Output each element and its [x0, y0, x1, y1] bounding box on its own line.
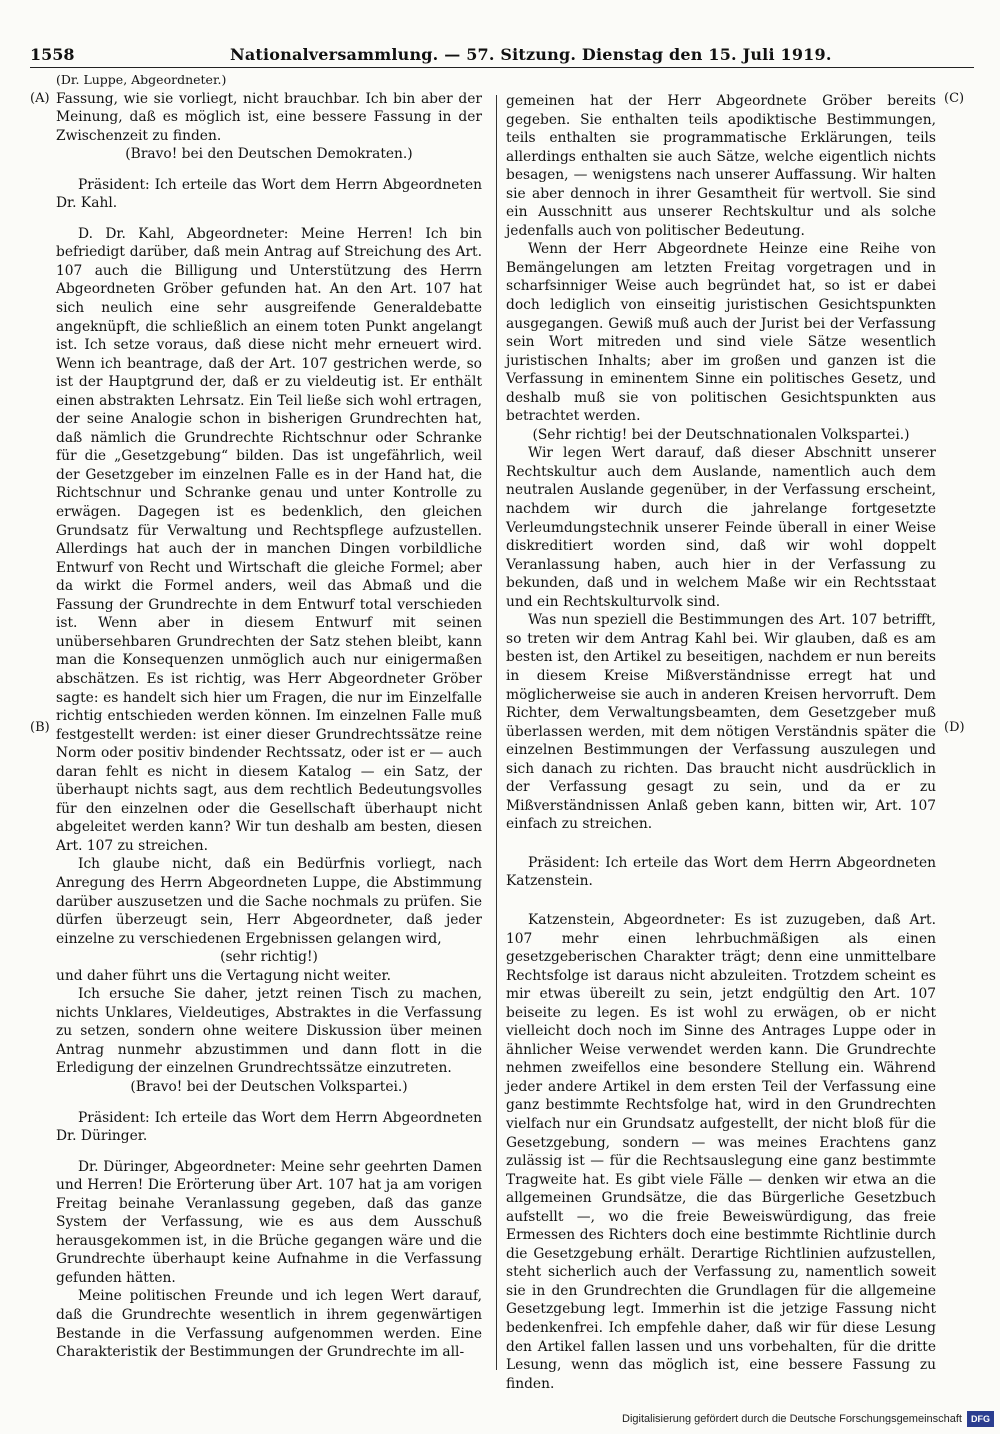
paragraph: Ich glaube nicht, daß ein Bedürfnis vorliegt, nach Anregung des Herrn Abgeordneten Luppe, die Abstimmung darüber auszusetzen und die Sache nochmals zu prüfen. Sie dürfen überzeugt sein, Herr Abgeordneter, daß jeder einzelne zu verschiedenen Ergebnissen gelangen wird, — [56, 856, 482, 947]
paragraph: Ich ersuche Sie daher, jetzt reinen Tisch zu machen, nichts Unklares, Vieldeutiges, Abstraktes in die Verfassung zu setzen, sondern ohne weitere Diskussion über meinen Antrag nunmehr abzustimmen und dann flott in die Erledigung der einzelnen Grundrechtssätze einzutreten. — [56, 986, 482, 1077]
header-rule — [30, 67, 974, 68]
margin-mark-b: (B) — [30, 720, 50, 735]
left-column — [56, 71, 482, 1362]
speech-dueringer: Dr. Düringer, Abgeordneter: Meine sehr geehrten Damen und Herren! Die Erörterung über Art. 107 hat ja am vorigen Freitag beinahe Veranlassung gegeben, daß das ganze System der Verfassung, wie es aus dem Ausschuß herausgekommen ist, in die Brüche gegangen wäre und die Grundrechte überhaupt keine Aufnahme in die Verfassung gefunden hätten. — [56, 1158, 482, 1286]
page-header — [30, 44, 974, 66]
footer-credit: Digitalisierung gefördert durch die Deutsche Forschungsgemeinschaft — [622, 1413, 962, 1425]
paragraph: Was nun speziell die Bestimmungen des Art. 107 betrifft, so treten wir dem Antrag Kahl bei. Wir glauben, daß es am besten ist, den Artikel zu beseitigen, nachdem er nun bereits in diesem Kreise Mißverständnisse erregt hat und möglicherweise sie auch in anderen Kreisen hervorruft. Dem Richter, dem Verwaltungsbeamten, dem Gesetzgeber muß überlassen werden, mit dem nötigen Verständnis später die einzelnen Bestimmungen der Verfassung auszulegen und sich danach zu richten. Das braucht nicht ausdrücklich in der Verfassung gesagt zu sein, und da er zu Mißverständnissen Anlaß geben kann, bitten wir, Art. 107 einfach zu streichen. — [506, 612, 936, 833]
paragraph: und daher führt uns die Vertagung nicht weiter. — [56, 967, 391, 984]
page-number: 1558 — [30, 45, 75, 64]
interjection: (sehr richtig!) — [220, 949, 318, 966]
dfg-logo: DFG — [967, 1411, 994, 1427]
interjection: (Sehr richtig! bei der Deutschnationalen Volkspartei.) — [532, 426, 910, 443]
paragraph: Wenn der Herr Abgeordnete Heinze eine Reihe von Bemängelungen am letzten Freitag vorgetragen und in scharfsinniger Weise auch begründet hat, so ist er dabei doch lediglich von einseitig juristischen Gesichtspunkten ausgegangen. Gewiß muß auch der Jurist bei der Verfassung sein Wort mitreden und sind viele Sätze wesentlich juristischen Inhalts; aber im großen und ganzen ist die Verfassung in eminentem Sinne ein politisches Gesetz, und deshalb muß sie von politischen Gesichtspunkten aus betrachtet werden. — [506, 241, 936, 425]
margin-mark-d: (D) — [944, 720, 965, 735]
digitization-footer — [622, 1410, 994, 1428]
margin-mark-a: (A) — [30, 91, 50, 106]
president-remark: Präsident: Ich erteile das Wort dem Herrn Abgeordneten Katzenstein. — [506, 854, 936, 890]
speech-kahl: D. Dr. Kahl, Abgeordneter: Meine Herren! Ich bin befriedigt darüber, daß mein Antrag auf Streichung des Art. 107 auch die Billigung und Unterstützung des Herrn Abgeordneten Gröber gefunden hat. An den Art. 107 hat sich neulich eine sehr ausgreifende Generaldebatte angeknüpft, die schließlich an einem toten Punkt angelangt ist. Ich setze voraus, daß diese nicht mehr erneuert wird. Wenn ich beantrage, daß der Art. 107 gestrichen werde, so ist der Hauptgrund der, daß er zu vieldeutig ist. Er enthält einen abstrakten Lehrsatz. Ein Teil ließe sich wohl ertragen, der seine Analogie schon in bisherigen Grundrechten hat, daß nämlich die Grundrechte Richtschnur oder Schranke für die „Gesetzgebung“ bilden. Das ist ungefährlich, weil der Gesetzgeber im einzelnen Falle es in der Hand hat, die Richtschnur und Schranke genau und unter Kontrolle zu erwägen. Dagegen ist es bedenklich, den gleichen Grundsatz für Verwaltung und Rechtspflege aufzustellen. Allerdings hat auch der in manchen Dingen vorbildliche Entwurf von Recht und Wirtschaft die gleiche Formel; aber da wirkt die Formel anders, weil das Abmaß und die Fassung der Grundrechte in dem Entwurf total verschieden ist. Wenn aber in diesem Entwurf mit seinen unübersehbaren Grundrechten der Satz stehen bleibt, kann man die Konsequenzen unmöglich auch nur einigermaßen abschätzen. Es ist richtig, was Herr Abgeordneter Gröber sagte: es handelt sich hier um Fragen, die nur im Einzelfalle richtig entschieden werden können. Im einzelnen Falle muß festgestellt werden: ist einer dieser Grundrechtssätze reine Norm oder positiv bindender Rechtssatz, oder ist er — auch daran fehlt es nicht in diesem Katalog — ein Satz, der überhaupt nichts sagt, aus dem rechtlich Bedeutungsvolles für den einzelnen oder die Gesellschaft überhaupt nicht abgeleitet werden kann? Wir tun deshalb am besten, diesen Art. 107 zu streichen. — [56, 225, 482, 854]
margin-mark-c: (C) — [944, 91, 965, 106]
paragraph: Fassung, wie sie vorliegt, nicht brauchbar. Ich bin aber der Meinung, daß es möglich ist, eine bessere Fassung in der Zwischenzeit zu finden. — [56, 90, 482, 144]
paragraph: Wir legen Wert darauf, daß dieser Abschnitt unserer Rechtskultur auch dem Auslande, namentlich auch dem neutralen Auslande gegenüber, in der Verfassung erscheint, nachdem wir durch die jahrelange fortgesetzte Verleumdungstechnik unserer Feinde überall in einer Weise diskreditiert worden sind, daß wir wohl doppelt Veranlassung haben, auch hier in der Verfassung zu bekunden, daß und in welchem Maße wir ein Rechtsstaat und ein Rechtskulturvolk sind. — [506, 445, 936, 610]
right-column — [506, 92, 936, 1393]
president-remark: Präsident: Ich erteile das Wort dem Herrn Abgeordneten Dr. Düringer. — [56, 1109, 482, 1145]
running-title: Nationalversammlung. — 57. Sitzung. Dienstag den 15. Juli 1919. — [230, 45, 832, 64]
paragraph: Meine politischen Freunde und ich legen Wert darauf, daß die Grundrechte wesentlich in ihrem gegenwärtigen Bestande in die Verfassung aufgenommen werden. Eine Charakteristik der Bestimmungen der Grundrechte im all- — [56, 1288, 482, 1361]
paragraph: gemeinen hat der Herr Abgeordnete Gröber bereits gegeben. Sie enthalten teils apodiktische Bestimmungen, teils enthalten sie programmatische Erklärungen, teils allerdings enthalten sie auch Sätze, welche eigentlich nichts besagen, — wenigstens nach unserer Auffassung. Wir halten sie aber dennoch in ihrer Gesamtheit für wertvoll. Sie sind ein Ausschnitt aus unserer Rechtskultur und als solche jedenfalls auch von politischer Bedeutung. — [506, 93, 936, 239]
speaker-continuation: (Dr. Luppe, Abgeordneter.) — [56, 72, 227, 87]
speech-katzenstein: Katzenstein, Abgeordneter: Es ist zuzugeben, daß Art. 107 mehr einen lehrbuchmäßigen als einen gesetzgeberischen Charakter trägt; denn eine unmittelbare Rechtsfolge ist daraus nicht abzuleiten. Trotzdem scheint es mir etwas übereilt zu sein, jetzt endgültig den Art. 107 beiseite zu legen. Es ist wohl zu erwägen, ob er nicht vielleicht doch noch im Sinne des Antrages Luppe oder in ähnlicher Weise verwendet werden kann. Die Grundrechte nehmen zweifellos eine besondere Stellung ein. Während jeder andere Artikel in dem ersten Teil der Verfassung eine ganz bestimmte Rechtsfolge hat, wird in den Grundrechten vielfach nur ein Grundsatz aufgestellt, der nicht bloß für die Gesetzgebung, sondern — was meines Erachtens ganz zulässig ist — für die Rechtsauslegung eine ganz bestimmte Tragweite hat. Es gibt viele Fälle — denken wir etwa an die allgemeinen Grundsätze, die das Bürgerliche Gesetzbuch aufstellt —, wo die freie Beweiswürdigung, das freie Ermessen des Richters doch eine bestimmte Richtlinie durch die Gesetzgebung erhält. Derartige Richtlinien aufzustellen, steht sicherlich auch der Verfassung zu, namentlich soweit sie in den Grundrechten die Grundlagen für die allgemeine Gesetzgebung legt. Immerhin ist die jetzige Fassung nicht bedenkenfrei. Ich empfehle daher, daß wir für diese Lesung den Artikel fallen lassen und uns vorbehalten, für die dritte Lesung, wenn das möglich ist, eine bessere Fassung zu finden. — [506, 911, 936, 1392]
interjection: (Bravo! bei den Deutschen Demokraten.) — [125, 146, 413, 163]
president-remark: Präsident: Ich erteile das Wort dem Herrn Abgeordneten Dr. Kahl. — [56, 176, 482, 212]
interjection: (Bravo! bei der Deutschen Volkspartei.) — [130, 1078, 408, 1095]
column-divider — [496, 95, 497, 1370]
